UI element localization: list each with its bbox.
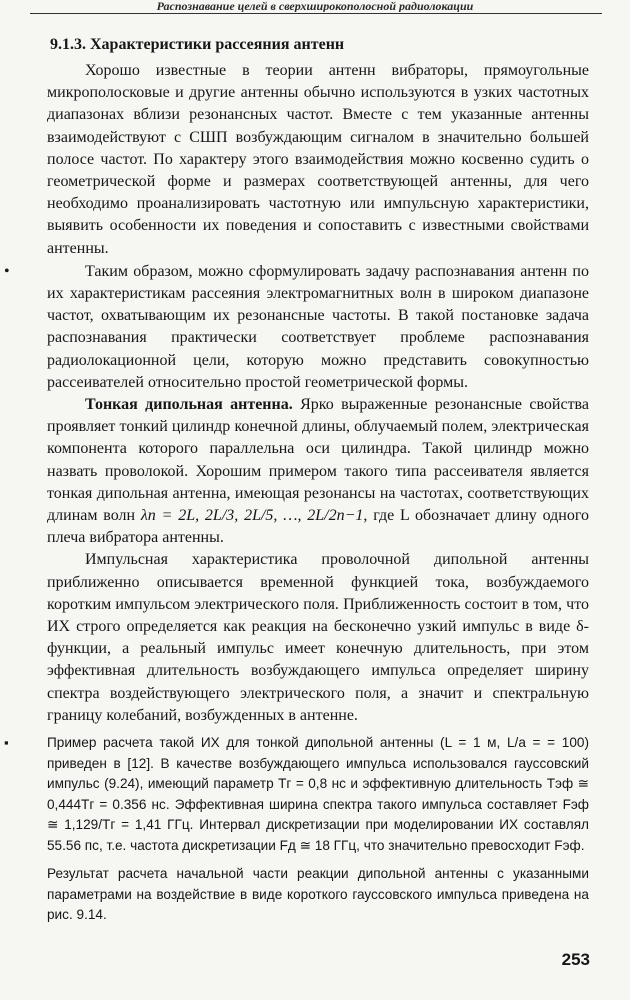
paragraph-intro: Хорошо известные в теории антенн вибраторы, прямоугольные микрополосковые и другие антенны обычно используются в узких частотных диапазонах вблизи резонансных частот. Вместе с тем указанные антенны взаимодействуют с СШП возбуждающим сигналом в значительно большей полосе частот. По характеру этого взаимодействия можно косвенно судить о геометрической форме и размерах соответствующей антенны, для чего необходимо проанализировать частотную или импульсную характеристики, выявить особенности их поведения и сопоставить с известными свойствами антенны. — [47, 62, 589, 257]
paragraph-impulse: Импульсная характеристика проволочной дипольной антенны приближенно описывается временной функцией тока, возбуждаемого коротким импульсом электрического поля. Приближенность состоит в том, что ИХ строго определяется как реакция на бесконечно узкий импульс в виде δ-функции, а реальный импульс имеет конечную длительность, при этом эффективная длительность возбуждающего импульса определяет ширину спектра воздействующего электрического поля, а значит и спектральную границу колебаний, возбужденных в антенне. — [47, 551, 589, 724]
resonance-formula: λn = 2L, 2L/3, 2L/5, …, 2L/2n−1 — [140, 507, 364, 525]
dipole-text-tail: , где L обозначает длину одного плеча вибратора антенны. — [47, 507, 589, 547]
bullet-round-icon: • — [4, 262, 10, 280]
page-number: 253 — [561, 950, 590, 969]
running-header: Распознавание целей в сверхширокополосной радиолокации — [156, 0, 474, 12]
paragraph-example: Пример расчета такой ИХ для тонкой дипольной антенны (L = 1 м, L/a = = 100) приведен в [12]. В качестве возбуждающего импульса использовался гауссовский импульс (9.24), имеющий параметр Tг = 0,8 нс и эффективную длительность Tэф ≅ 0,444Tг = 0.356 нс. Эффективная ширина спектра такого импульса составляет Fэф ≅ 1,129/Tг = 1,41 ГГц. Интервал дискретизации при моделировании ИХ составлял 55.56 пс, т.е. частота дискретизации Fд ≅ 18 ГГц, что значительно превосходит Fэф. — [47, 735, 589, 853]
paragraph-task: Таким образом, можно сформулировать задачу распознавания антенн по их характеристикам рассеяния электромагнитных волн в широком диапазоне частот, охватывающим их резонансные частоты. В такой постановке задача распознавания практически соответствует проблеме распознавания радиолокационной цели, которую можно представить совокупностью рассеивателей относительно простой геометрической формы. — [47, 262, 589, 391]
header-rule — [30, 13, 602, 14]
bullet-item-round — [4, 261, 589, 394]
paragraph-dipole — [47, 394, 589, 549]
bullet-item-square — [4, 733, 589, 856]
dipole-text: Ярко выраженные резонансные свойства проявляет тонкий цилиндр конечной длины, облучаемый полем, электрическая компонента которого параллельна оси цилиндра. Такой цилиндр можно назвать проволокой. Хорошим примером такого типа рассеивателя является тонкая дипольная антенна, имеющая резонансы на частотах, соответствующих длинам волн — [47, 396, 589, 525]
section-title: 9.1.3. Характеристики рассеяния антенн — [50, 36, 345, 53]
paragraph-result: Результат расчета начальной части реакции дипольной антенны с указанными параметрами на воздействие в виде короткого гауссовского импульса приведена на рис. 9.14. — [47, 866, 589, 923]
page-body — [4, 36, 589, 926]
bullet-square-icon: ▪ — [4, 735, 9, 751]
run-in-heading: Тонкая дипольная антенна. — [85, 396, 293, 414]
